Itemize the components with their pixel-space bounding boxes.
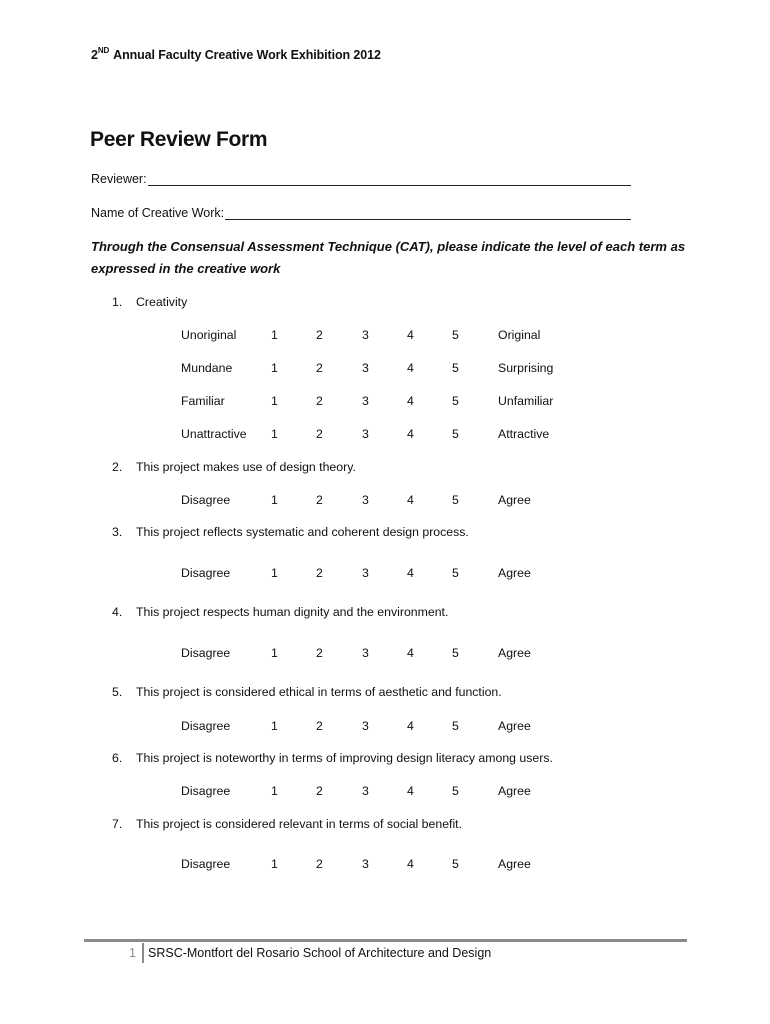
rating-scale-row (181, 646, 601, 662)
rating-option[interactable]: 4 (407, 427, 414, 441)
rating-option[interactable]: 1 (271, 427, 278, 441)
rating-option[interactable]: 3 (362, 646, 369, 660)
scale-low-label: Familiar (181, 394, 225, 408)
rating-option[interactable]: 1 (271, 784, 278, 798)
rating-option[interactable]: 5 (452, 394, 459, 408)
question-item (112, 685, 502, 699)
rating-scale-row (181, 394, 601, 410)
question-number: 7. (112, 817, 123, 831)
question-item (112, 460, 356, 474)
rating-scale-row (181, 857, 601, 873)
rating-option[interactable]: 5 (452, 361, 459, 375)
scale-low-label: Disagree (181, 719, 231, 733)
rating-scale-row (181, 784, 601, 800)
creative-work-field[interactable] (91, 206, 631, 220)
rating-option[interactable]: 5 (452, 646, 459, 660)
header-ordinal: 2 (91, 48, 98, 62)
question-number: 6. (112, 751, 123, 765)
rating-scale-row (181, 719, 601, 735)
rating-scale-row (181, 493, 601, 509)
question-text: This project reflects systematic and coherent design process. (136, 525, 469, 539)
rating-option[interactable]: 3 (362, 566, 369, 580)
rating-option[interactable]: 1 (271, 328, 278, 342)
rating-option[interactable]: 2 (316, 394, 323, 408)
footer-divider (84, 939, 687, 942)
scale-high-label: Surprising (498, 361, 554, 375)
rating-option[interactable]: 4 (407, 493, 414, 507)
page-footer (84, 943, 491, 963)
rating-option[interactable]: 5 (452, 328, 459, 342)
scale-low-label: Disagree (181, 566, 231, 580)
scale-low-label: Unattractive (181, 427, 247, 441)
question-item (112, 295, 187, 309)
rating-option[interactable]: 2 (316, 857, 323, 871)
reviewer-field[interactable] (91, 172, 631, 186)
scale-high-label: Agree (498, 493, 531, 507)
rating-option[interactable]: 5 (452, 493, 459, 507)
question-item (112, 605, 448, 619)
question-text: This project respects human dignity and the environment. (136, 605, 449, 619)
rating-option[interactable]: 2 (316, 361, 323, 375)
question-text: Creativity (136, 295, 188, 309)
rating-option[interactable]: 1 (271, 719, 278, 733)
reviewer-label: Reviewer: (91, 172, 147, 186)
scale-high-label: Agree (498, 857, 531, 871)
rating-option[interactable]: 2 (316, 566, 323, 580)
question-item (112, 817, 462, 831)
question-number: 2. (112, 460, 123, 474)
scale-high-label: Agree (498, 566, 531, 580)
rating-option[interactable]: 5 (452, 857, 459, 871)
question-number: 1. (112, 295, 123, 309)
rating-option[interactable]: 2 (316, 719, 323, 733)
rating-option[interactable]: 4 (407, 784, 414, 798)
rating-scale-row (181, 328, 601, 344)
rating-option[interactable]: 2 (316, 493, 323, 507)
rating-option[interactable]: 2 (316, 784, 323, 798)
scale-high-label: Agree (498, 646, 531, 660)
question-number: 5. (112, 685, 123, 699)
rating-option[interactable]: 3 (362, 328, 369, 342)
rating-option[interactable]: 5 (452, 719, 459, 733)
rating-scale-row (181, 566, 601, 582)
scale-high-label: Attractive (498, 427, 550, 441)
rating-option[interactable]: 2 (316, 646, 323, 660)
rating-option[interactable]: 5 (452, 427, 459, 441)
rating-scale-row (181, 427, 601, 443)
question-text: This project makes use of design theory. (136, 460, 356, 474)
rating-option[interactable]: 1 (271, 646, 278, 660)
question-item (112, 525, 469, 539)
instruction-text: Through the Consensual Assessment Technique (CAT), please indicate the level of each term as expressed in the creative work (91, 239, 686, 276)
reviewer-blank-line[interactable] (148, 173, 631, 186)
rating-option[interactable]: 4 (407, 328, 414, 342)
rating-scale-row (181, 361, 601, 377)
footer-text: SRSC-Montfort del Rosario School of Architecture and Design (148, 946, 492, 960)
scale-low-label: Unoriginal (181, 328, 237, 342)
rating-option[interactable]: 2 (316, 328, 323, 342)
header-ordinal-suffix: ND (97, 46, 110, 55)
rating-option[interactable]: 5 (452, 784, 459, 798)
page-number: 1 (84, 943, 144, 963)
question-text: This project is noteworthy in terms of improving design literacy among users. (136, 751, 553, 765)
document-header (91, 46, 381, 62)
rating-option[interactable]: 4 (407, 361, 414, 375)
rating-option[interactable]: 4 (407, 566, 414, 580)
rating-option[interactable]: 1 (271, 857, 278, 871)
rating-option[interactable]: 3 (362, 394, 369, 408)
rating-option[interactable]: 1 (271, 566, 278, 580)
creative-work-label: Name of Creative Work: (91, 206, 225, 220)
rating-option[interactable]: 5 (452, 566, 459, 580)
rating-option[interactable]: 1 (271, 493, 278, 507)
rating-option[interactable]: 1 (271, 394, 278, 408)
question-number: 3. (112, 525, 123, 539)
scale-low-label: Disagree (181, 646, 231, 660)
rating-option[interactable]: 1 (271, 361, 278, 375)
scale-high-label: Agree (498, 784, 531, 798)
question-text: This project is considered relevant in terms of social benefit. (136, 817, 463, 831)
scale-low-label: Disagree (181, 493, 231, 507)
rating-option[interactable]: 2 (316, 427, 323, 441)
rating-option[interactable]: 3 (362, 427, 369, 441)
scale-low-label: Disagree (181, 857, 231, 871)
scale-low-label: Disagree (181, 784, 231, 798)
question-number: 4. (112, 605, 123, 619)
question-text: This project is considered ethical in terms of aesthetic and function. (136, 685, 502, 699)
scale-high-label: Unfamiliar (498, 394, 554, 408)
scale-low-label: Mundane (181, 361, 233, 375)
rating-option[interactable]: 4 (407, 719, 414, 733)
page-title: Peer Review Form (90, 128, 268, 151)
rating-option[interactable]: 3 (362, 493, 369, 507)
rating-option[interactable]: 3 (362, 719, 369, 733)
rating-option[interactable]: 4 (407, 646, 414, 660)
header-text: Annual Faculty Creative Work Exhibition 2012 (113, 48, 381, 62)
scale-high-label: Original (498, 328, 541, 342)
rating-option[interactable]: 3 (362, 361, 369, 375)
rating-option[interactable]: 3 (362, 857, 369, 871)
rating-option[interactable]: 4 (407, 857, 414, 871)
rating-option[interactable]: 3 (362, 784, 369, 798)
creative-work-blank-line[interactable] (225, 207, 631, 220)
scale-high-label: Agree (498, 719, 531, 733)
rating-option[interactable]: 4 (407, 394, 414, 408)
question-item (112, 751, 553, 765)
